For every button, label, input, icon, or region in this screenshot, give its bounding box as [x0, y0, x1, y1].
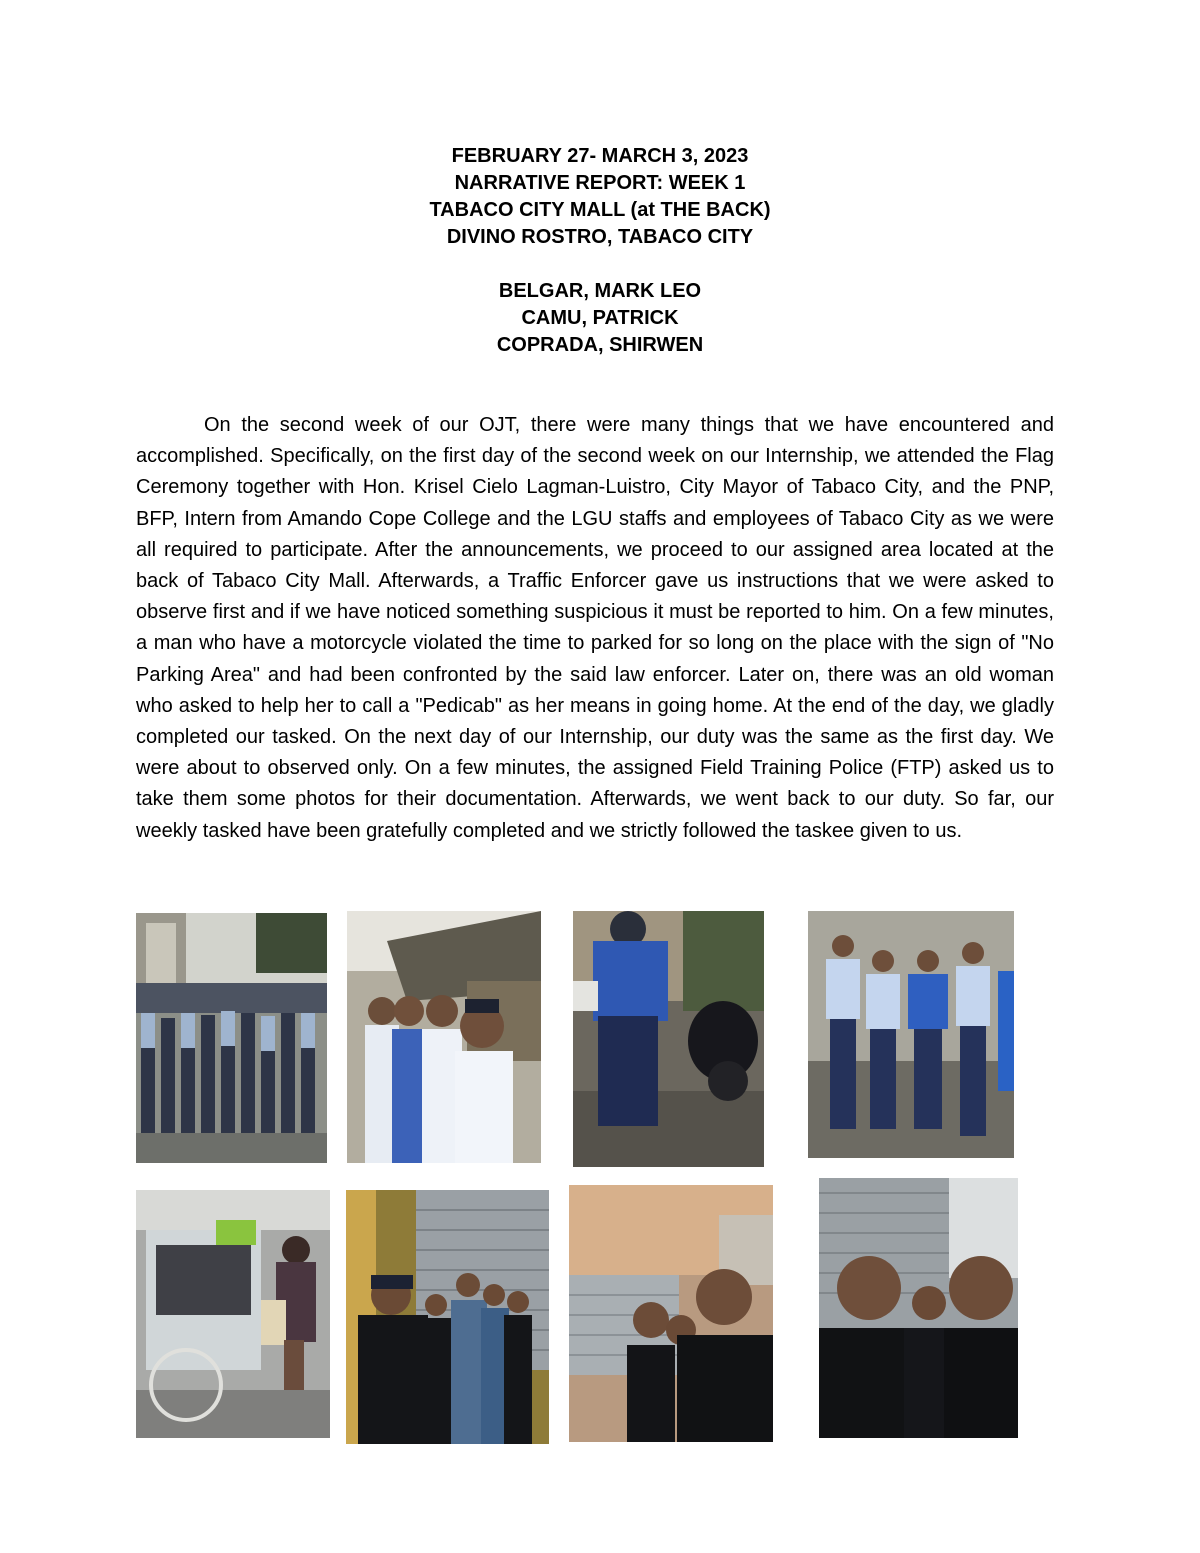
author-list — [0, 278, 1200, 359]
author-name: BELGAR, MARK LEO — [498, 280, 702, 302]
date-range: FEBRUARY 27- MARCH 3, 2023 — [451, 145, 749, 167]
author-name: CAMU, PATRICK — [521, 307, 679, 329]
location: TABACO CITY MALL (at THE BACK) — [429, 199, 771, 221]
report-title: NARRATIVE REPORT: WEEK 1 — [454, 172, 746, 194]
photo-interns-selfie-street — [569, 1185, 773, 1442]
photo-traffic-enforcer — [573, 911, 764, 1167]
photo-interns-selfie-shutter — [819, 1178, 1018, 1438]
photo-interns-selfie-market — [347, 911, 541, 1163]
photo-flag-ceremony — [136, 913, 327, 1163]
report-header — [0, 143, 1200, 251]
photo-group-uniforms — [808, 911, 1014, 1158]
photo-interns-with-police — [346, 1190, 549, 1444]
narrative-paragraph: On the second week of our OJT, there were many things that we have encountered and accomplished. Specifically, on the first day of the second week on our Internship, we attended the Flag Ceremony together with Hon. Krisel Cielo Lagman-Luistro, City Mayor of Tabaco City, and the PNP, BFP, Intern from Amando Cope College and the LGU staffs and employees of Tabaco City as we were all required to participate. After the announcements, we proceed to our assigned area located at the back of Tabaco City Mall. Afterwards, a Traffic Enforcer gave us instructions that we were asked to observe first and if we have noticed something suspicious it must be reported to him. On a few minutes, a man who have a motorcycle violated the time to parked for so long on the place with the sign of "No Parking Area" and had been confronted by the said law enforcer. Later on, there was an old woman who asked to help her to call a "Pedicab" as her means in going home. At the end of the day, we gladly completed our tasked. On the next day of our Internship, our duty was the same as the first day. We were about to observed only. On a few minutes, the assigned Field Training Police (FTP) asked us to take them some photos for their documentation. Afterwards, we went back to our duty. So far, our weekly tasked have been gratefully completed and we strictly followed the taskee given to us. — [136, 414, 1054, 842]
address: DIVINO ROSTRO, TABACO CITY — [446, 226, 754, 248]
author-name: COPRADA, SHIRWEN — [496, 334, 704, 356]
photo-old-woman-pedicab — [136, 1190, 330, 1438]
